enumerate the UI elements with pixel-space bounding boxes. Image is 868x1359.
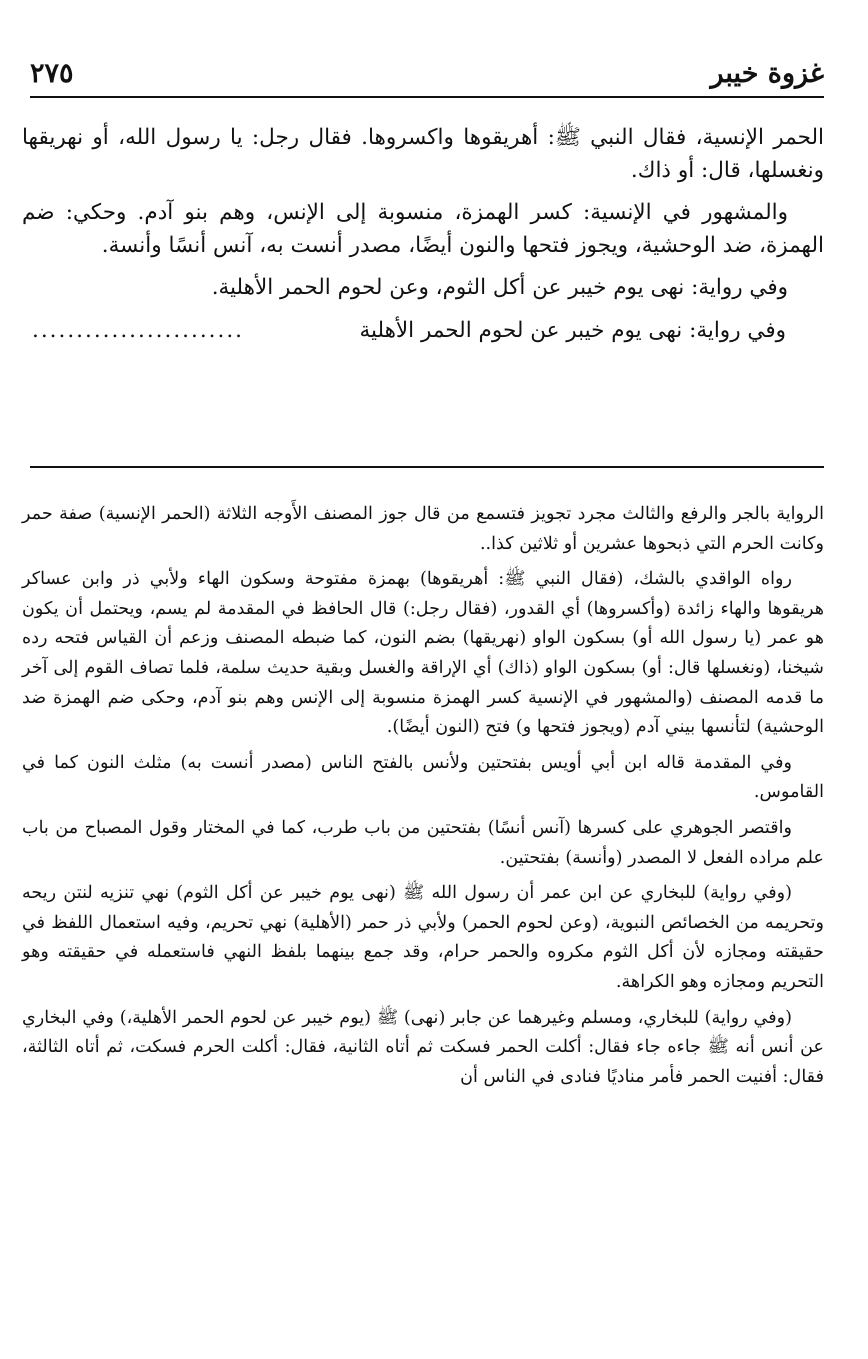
main-paragraph-4 — [22, 315, 824, 348]
footnote-divider — [30, 466, 824, 468]
main-paragraph-4-text: وفي رواية: نهى يوم خيبر عن لحوم الحمر الأهلية — [359, 317, 786, 343]
main-text — [22, 122, 824, 357]
note-paragraph-4: واقتصر الجوهري على كسرها (آنس أنسًا) بفتحتين من باب طرب، كما في المختار وقول المصباح من باب علم مراده الفعل لا المصدر (وأنسة) بفتحتين. — [22, 817, 824, 868]
note-paragraph-5: (وفي رواية) للبخاري عن ابن عمر أن رسول الله ﷺ (نهى يوم خيبر عن أكل الثوم) نهي تنزيه لنتن ريحه وتحريمه من الخصائص النبوية، (وعن لحوم الحمر) ولأبي ذر حمر (الأهلية) نهي تحريم، وفيه استعمال اللفظ في حقيقته ومجازه لأن أكل الثوم مكروه والحمر حرام، وقد جمع بينهما بلفظ النهي فاستعمله في حقيقته وهو التحريم ومجازه وهو الكراهة. — [22, 883, 824, 992]
commentary-notes — [22, 500, 824, 1098]
note-paragraph-1: الرواية بالجر والرفع والثالث مجرد تجويز فتسمع من قال جوز المصنف الأَوجه الثلاثة (الحمر الإنسية) صفة حمر وكانت الحرم التي ذبحوها عشرين أو ثلاثين كذا.. — [22, 504, 824, 554]
note-paragraph-3: وفي المقدمة قاله ابن أبي أويس بفتحتين ولأنس بالفتح الناس (مصدر أنست به) مثلث النون كما في القاموس. — [22, 752, 824, 803]
note-paragraph-2: رواه الواقدي بالشك، (فقال النبي ﷺ: أهريقوها) بهمزة مفتوحة وسكون الهاء ولأبي ذر وابن عساكر هريقوها والهاء زائدة (وأكسروها) أي القدور، (فقال رجل:) قال الحافظ في المقدمة لم يسم، ويحتمل أن يكون هو عمر (يا رسول الله أو) بسكون الواو (نهريقها) بضم النون، كما ضبطه المصنف وزعم أن القياس فتحه رده شيخنا، (ونغسلها قال: أو) بسكون الواو (ذاك) أي الإراقة والغسل وبقية حديث سلمة، فلما تصاف القوم إلى آخر ما قدمه المصنف (والمشهور في الإنسية كسر الهمزة منسوبة إلى الإنس وهم بنو آدم، وحكى ضم الهمزة ضد الوحشية) لتأنسها بيني آدم (ويجوز فتحها و) فتح (النون أيضًا). — [22, 569, 824, 738]
page-number: ٢٧٥ — [30, 57, 74, 89]
main-paragraph-3: وفي رواية: نهى يوم خيبر عن أكل الثوم، وعن لحوم الحمر الأهلية. — [211, 275, 788, 300]
ellipsis-dots: ........................ — [32, 317, 245, 343]
chapter-title: غزوة خيبر — [710, 57, 824, 89]
main-paragraph-1: الحمر الإنسية، فقال النبي ﷺ: أهريقوها واكسروها. فقال رجل: يا رسول الله، أو نهريقها ونغسلها، قال: أو ذاك. — [22, 125, 824, 183]
main-paragraph-2: والمشهور في الإنسية: كسر الهمزة، منسوبة إلى الإنس، وهم بنو آدم. وحكي: ضم الهمزة، ضد الوحشية، ويجوز فتحها والنون أيضًا، مصدر أنست به، آنس أنسًا وأنسة. — [22, 200, 824, 258]
note-paragraph-6: (وفي رواية) للبخاري، ومسلم وغيرهما عن جابر (نهى) ﷺ (يوم خيبر عن لحوم الحمر الأهلية،) وفي البخاري عن أنس أنه ﷺ جاءه جاء فقال: أكلت الحمر فسكت ثم أتاه الثانية، فقال: أكلت الحرم فسكت، ثم أتاه الثالثة، فقال: أفنيت الحمر فأمر مناديًا فنادى في الناس أن — [22, 1007, 824, 1087]
page-header — [30, 50, 824, 98]
